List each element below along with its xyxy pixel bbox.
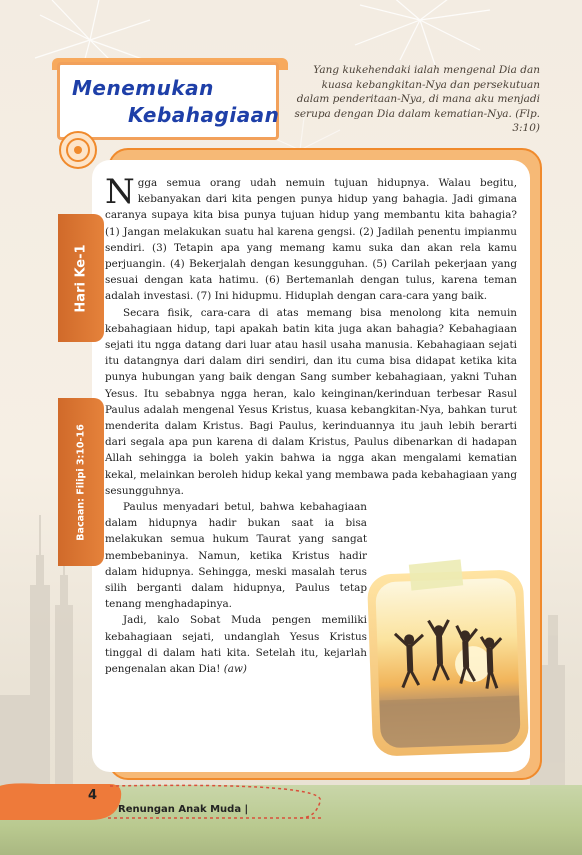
page-title-line2: Kebahagiaan <box>128 103 280 127</box>
silhouettes-image <box>375 578 521 749</box>
paragraph-2: Secara fisik, cara-cara di atas memang bisa menolong kita nemuin kebahagiaan hidup, tapi apakah batin kita juga akan bahagia? Kebahagiaan sejati itu ngga datang dari luar atau hasil usaha manusia. Kebahagiaan sejati itu datangnya dari dalam diri sendiri, dan itu cuma bisa didapat ketika kita punya hubungan yang baik dengan Sang sumber kebahagiaan, yakni Tuhan Yesus. Itu sebabnya ngga heran, kalo keinginan/kerinduan terbesar Rasul Paulus adalah mengenal Yesus Kristus, kuasa kebangkitan-Nya, bahkan turut menderita dalam Kristus. Bagi Paulus, kerinduannya itu jauh lebih berarti dari segala apa pun karena di dalam Kristus, Paulus dibenarkan di hadapan Allah sehingga ia boleh yakin bahwa ia ngga akan mengalami kematian kekal, melainkan beroleh hidup kekal yang membawa pada kebahagiaan yang sesungguhnya. <box>105 306 517 497</box>
title-card <box>57 62 279 140</box>
author-signature: (aw) <box>223 663 247 676</box>
photo-tape <box>409 559 463 590</box>
paragraph-1 <box>105 172 517 305</box>
book-title-footer: Renungan Anak Muda | <box>118 804 249 815</box>
jumping-friends-photo <box>367 569 529 756</box>
day-label: Hari Ke-1 <box>73 243 89 313</box>
footer-bar <box>0 782 330 822</box>
paragraph-1-text: gga semua orang udah nemuin tujuan hidupnya. Walau begitu, kebanyakan dari kita pengen punya hidup yang bahagia. Jadi gimana caranya supaya kita bisa punya tujuan hidup yang membantu kita bahagia? (1) Jangan melakukan suatu hal karena gengsi. (2) Jadilah penentu impianmu sendiri. (3) Tetapin apa yang memang kamu suka dan akan rela kamu perjuangin. (4) Bekerjalah dengan kesungguhan. (5) Carilah pekerjaan yang sesuai dengan kata hatimu. (6) Bertemanlah dengan tulus, karena teman adalah investasi. (7) Ini hidupmu. Hiduplah dengan cara-cara yang baik. <box>105 177 517 303</box>
target-circle-icon <box>58 130 98 170</box>
page-number: 4 <box>88 788 98 803</box>
reading-tab <box>58 398 104 566</box>
paragraph-3: Paulus menyadari betul, bahwa kebahagiaan dalam hidupnya hadir bukan saat ia bisa melakukan semua hukum Taurat yang sangat membebaninya. Namun, ketika Kristus hadir dalam hidupnya. Sehingga, meski masalah terus silih berganti dalam hidupnya, Paulus tetap tenang menghadapinya. <box>105 501 367 611</box>
reading-label: Bacaan: Filipi 3:10-16 <box>75 423 87 541</box>
page-title-line1: Menemukan <box>72 76 214 100</box>
drop-cap: N <box>105 172 135 212</box>
day-tab <box>58 214 104 342</box>
scripture-quote: Yang kukehendaki ialah mengenal Dia dan kuasa kebangkitan-Nya dan persekutuan dalam penderitaan-Nya, di mana aku menjadi serupa dengan Dia dalam kematian-Nya. (Flp. 3:10) <box>294 64 540 134</box>
paragraph-4-text: Jadi, kalo Sobat Muda pengen memiliki kebahagiaan sejati, undanglah Yesus Kristus tinggal di dalam hati kita. Setelah itu, kejarlah pengenalan akan Dia! <box>105 614 367 676</box>
